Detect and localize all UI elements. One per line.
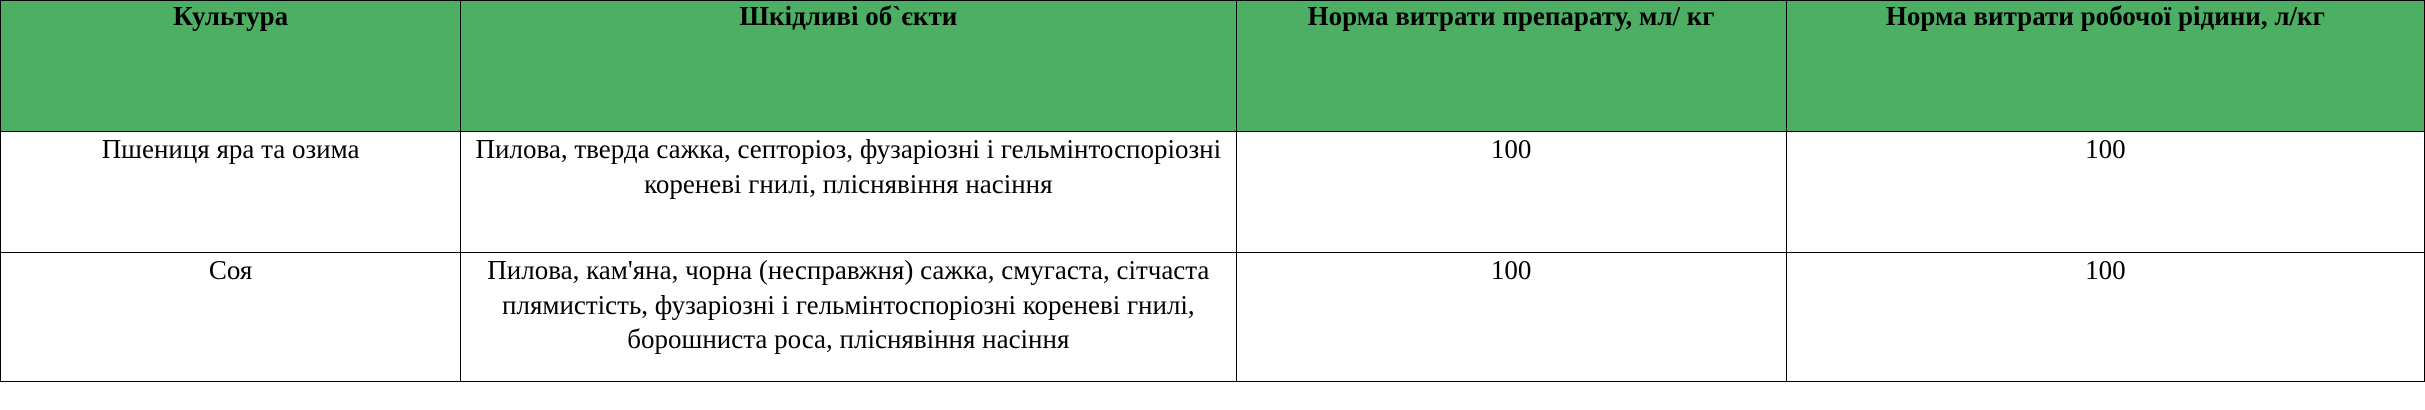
table-row [1,132,2425,253]
cell-liquid-rate: 100 [1786,253,2424,382]
column-header-product-rate-label: Норма витрати препарату, мл/ кг [1307,1,1715,31]
cell-liquid-rate: 100 [1786,132,2424,253]
column-header-liquid-rate [1786,1,2424,132]
cell-crop: Соя [1,253,461,382]
cell-product-rate: 100 [1236,253,1786,382]
cell-crop: Пшениця яра та озима [1,132,461,253]
column-header-pests-label: Шкідливі об`єкти [739,1,958,31]
table-header-row [1,1,2425,132]
column-header-crop-label: Культура [173,1,289,31]
table-row [1,253,2425,382]
column-header-liquid-rate-label: Норма витрати робочої рідини, л/кг [1885,1,2325,31]
table-header [1,1,2425,132]
column-header-product-rate [1236,1,1786,132]
column-header-crop [1,1,461,132]
table-body [1,132,2425,382]
column-header-pests [461,1,1236,132]
cell-pests: Пилова, тверда сажка, септоріоз, фузаріозні і гельмінтоспоріозні кореневі гнилі, пліснявіння насіння [461,132,1236,253]
cell-product-rate: 100 [1236,132,1786,253]
cell-pests: Пилова, кам'яна, чорна (несправжня) сажка, смугаста, сітчаста плямистість, фузаріозні і гельмінтоспоріозні кореневі гнилі, борошниста роса, пліснявіння насіння [461,253,1236,382]
